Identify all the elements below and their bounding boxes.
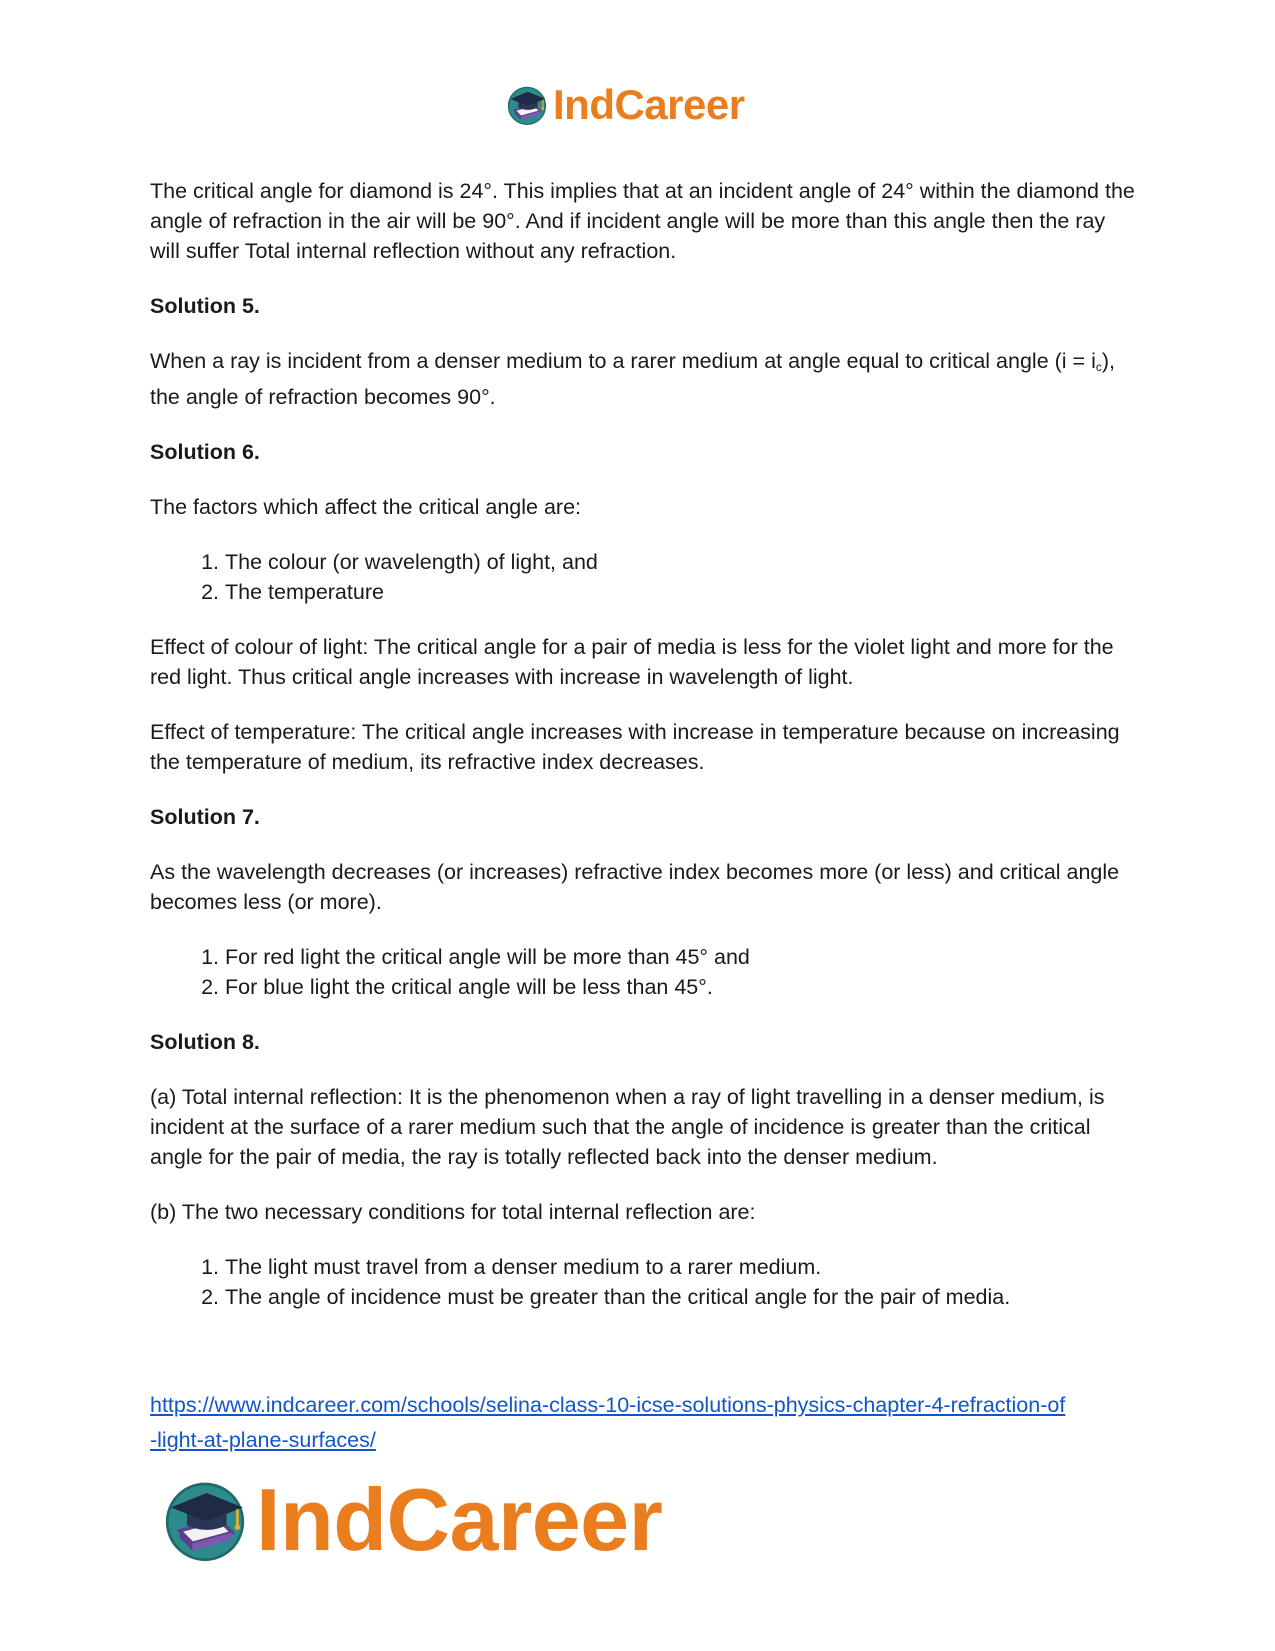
header-logo <box>505 80 745 130</box>
subscript-c: c <box>1095 360 1102 374</box>
graduation-cap-book-globe-icon <box>505 83 549 127</box>
solution-8-heading: Solution 8. <box>150 1030 260 1054</box>
list-item: 1. The colour (or wavelength) of light, and <box>225 547 1140 577</box>
solution-8-part-b: (b) The two necessary conditions for total internal reflection are: <box>150 1200 756 1224</box>
solution-7-heading: Solution 7. <box>150 805 260 829</box>
source-link-line-2: -light-at-plane-surfaces/ <box>150 1428 376 1452</box>
solution-5-heading: Solution 5. <box>150 294 260 318</box>
solution-8-list <box>150 1252 1140 1312</box>
document-body <box>150 176 1140 1337</box>
solution-6-list <box>150 547 1140 607</box>
paragraph-diamond: The critical angle for diamond is 24°. This implies that at an incident angle of 24° within the diamond the angle of refraction in the air will be 90°. And if incident angle will be more than this angle then the ray will suffer Total internal reflection without any refraction. <box>150 179 1135 263</box>
solution-7-text: As the wavelength decreases (or increases) refractive index becomes more (or less) and critical angle becomes less (or more). <box>150 860 1120 914</box>
solution-8-part-a: (a) Total internal reflection: It is the phenomenon when a ray of light travelling in a denser medium, is incident at the surface of a rarer medium such that the angle of incidence is greater than the critical angle for the pair of media, the ray is totally reflected back into the denser medium. <box>150 1085 1105 1169</box>
brand-wordmark: IndCareer <box>553 81 745 128</box>
solution-5-text-part-b: ), the angle of refraction becomes 90°. <box>150 349 1115 409</box>
solution-5-text-part-a: When a ray is incident from a denser medium to a rarer medium at angle equal to critical angle (i = i <box>150 349 1096 373</box>
list-item: 2. The angle of incidence must be greater than the critical angle for the pair of media. <box>225 1282 1140 1312</box>
solution-6-heading: Solution 6. <box>150 440 260 464</box>
footer-logo <box>160 1470 662 1570</box>
source-link-line-1: https://www.indcareer.com/schools/selina-class-10-icse-solutions-physics-chapter-4-refraction-of <box>150 1393 1066 1417</box>
brand-wordmark: IndCareer <box>256 1470 663 1569</box>
list-item: 1. For red light the critical angle will be more than 45° and <box>225 942 1140 972</box>
list-item: 2. For blue light the critical angle will be less than 45°. <box>225 972 1140 1002</box>
solution-6-intro: The factors which affect the critical angle are: <box>150 495 582 519</box>
graduation-cap-book-globe-icon <box>160 1475 250 1565</box>
solution-6-colour-effect: Effect of colour of light: The critical angle for a pair of media is less for the violet light and more for the red light. Thus critical angle increases with increase in wavelength of light. <box>150 635 1114 689</box>
solution-5-text <box>150 346 1140 412</box>
list-item: 2. The temperature <box>225 577 1140 607</box>
solution-7-list <box>150 942 1140 1002</box>
solution-6-temperature-effect: Effect of temperature: The critical angle increases with increase in temperature because on increasing the temperature of medium, its refractive index decreases. <box>150 720 1120 774</box>
list-item: 1. The light must travel from a denser medium to a rarer medium. <box>225 1252 1140 1282</box>
source-link[interactable] <box>150 1388 1150 1458</box>
